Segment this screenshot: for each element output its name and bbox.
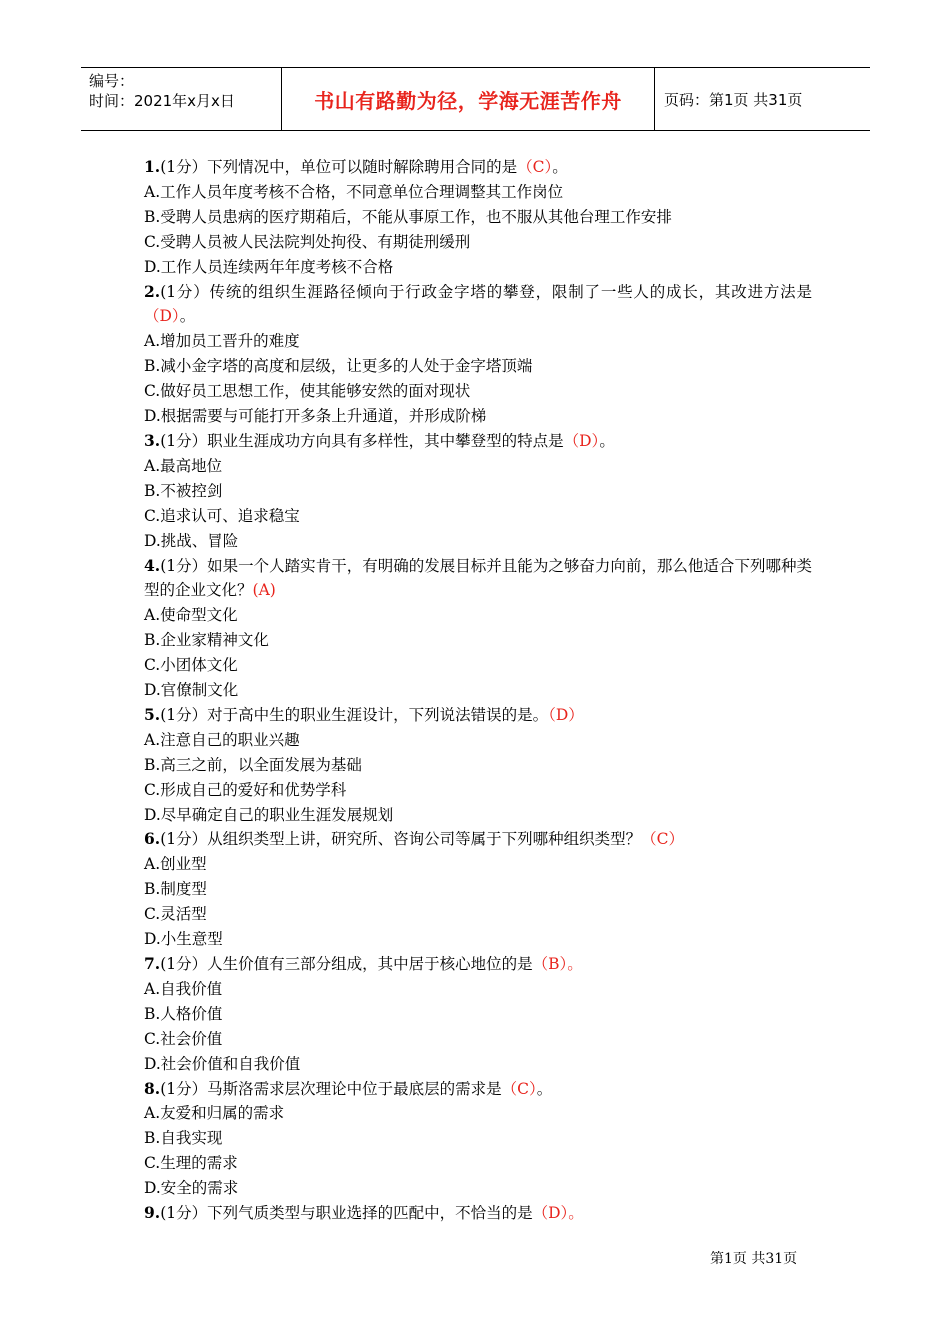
question-text: 下列气质类型与职业选择的匹配中，不恰当的是 [207,1204,533,1223]
question-score: (1分） [160,830,208,849]
question-tail: 。 [536,1079,553,1098]
question-answer: （D） [144,307,180,326]
answer-option: B.高三之前，以全面发展为基础 [144,755,362,774]
question-number: 1. [144,157,161,176]
answer-option: C.形成自己的爱好和优势学科 [144,780,347,799]
question-number: 2. [144,281,161,301]
question-tail: 。 [599,431,615,450]
question-text: 如果一个人踏实肯干，有明确的发展目标并且能为之够奋力向前，那么他适合下列哪种类型的企业文化？ [144,556,812,600]
question-text: 职业生涯成功方向具有多样性，其中攀登型的特点是 [207,431,564,450]
answer-option: A.创业型 [144,855,207,874]
question-text: 马斯洛需求层次理论中位于最底层的需求是 [207,1079,502,1098]
question-text: 传统的组织生涯路径倾向于行政金字塔的攀登，限制了一些人的成长，其改进方法是 [209,282,812,301]
question-list [144,155,812,1226]
question-number: 8. [144,1078,161,1098]
question-number: 9. [144,1203,161,1223]
question-answer: （D） [548,705,584,724]
time-label: 时间：2021年x月x日 [89,92,235,110]
answer-option: B.受聘人员患病的医疗期葙后，不能从事原工作，也不服从其他台理工作安排 [144,207,672,226]
question-tail: 。 [179,307,196,326]
question-stem [144,554,812,604]
answer-option: D.社会价值和自我价值 [144,1054,301,1073]
question-stem [144,1077,812,1102]
question-number: 7. [144,954,161,973]
question-score: (1分） [160,705,208,724]
header-meta [89,71,235,111]
question-answer: （C） [517,158,553,176]
answer-option: A.增加员工晋升的难度 [144,332,300,351]
answer-option: D.尽早确定自己的职业生涯发展规划 [144,805,394,824]
header-motto: 书山有路勤为径，学海无涯苦作舟 [314,89,622,113]
question-stem [144,429,812,454]
answer-option: A.自我价值 [144,979,223,998]
question-stem [144,155,812,180]
question-tail: 。 [552,158,568,176]
code-label: 编号： [89,72,135,90]
answer-option: C.灵活型 [144,905,207,924]
answer-option: A.注意自己的职业兴趣 [144,730,300,749]
question-stem [144,1201,812,1226]
header-page-info: 页码：第1页 共31页 [664,91,803,109]
answer-option: B.不被控剑 [144,481,223,500]
question-answer: （B）。 [532,955,583,973]
page-header [81,67,870,131]
question-answer: (A) [252,581,276,600]
question-text: 下列情况中，单位可以随时解除聘用合同的是 [207,158,518,176]
question-number: 6. [144,829,161,849]
answer-option: B.企业家精神文化 [144,631,269,650]
question-text: 从组织类型上讲，研究所、咨询公司等属于下列哪种组织类型？ [207,830,642,849]
question-answer: （C） [641,830,684,849]
question-text: 人生价值有三部分组成，其中居于核心地位的是 [207,955,533,973]
answer-option: D.官僚制文化 [144,681,239,700]
question-stem [144,703,812,728]
answer-option: C.受聘人员被人民法院判处拘役、有期徒刑缓刑 [144,232,471,251]
question-score: (1分） [160,1204,208,1223]
answer-option: D.小生意型 [144,930,223,949]
question-number: 5. [144,704,161,724]
question-answer: （C） [501,1079,537,1098]
answer-option: A.最高地位 [144,456,223,475]
question-answer: （D） [563,431,600,450]
header-divider [654,68,655,130]
question-score: (1分） [160,431,208,450]
answer-option: D.工作人员连续两年年度考核不合格 [144,257,394,276]
answer-option: A.使命型文化 [144,606,238,625]
answer-option: D.挑战、冒险 [144,531,239,550]
answer-option: B.减小金字塔的高度和层级，让更多的人处于金字塔顶端 [144,357,533,376]
answer-option: D.安全的需求 [144,1179,239,1198]
question-score: (1分） [160,556,208,575]
answer-option: C.生理的需求 [144,1154,238,1173]
answer-option: B.人格价值 [144,1004,223,1023]
page-footer: 第1页 共31页 [710,1251,798,1267]
question-score: (1分） [160,282,210,301]
answer-option: C.小团体文化 [144,656,238,675]
answer-option: B.自我实现 [144,1129,223,1148]
answer-option: A.友爱和归属的需求 [144,1104,285,1123]
question-stem [144,827,812,852]
answer-option: C.做好员工思想工作，使其能够安然的面对现状 [144,382,471,401]
question-score: (1分） [160,158,208,176]
question-text: 对于高中生的职业生涯设计，下列说法错误的是。 [207,705,549,724]
question-number: 3. [144,430,161,450]
question-stem [144,952,812,977]
answer-option: C.追求认可、追求稳宝 [144,506,300,525]
question-stem [144,280,812,330]
question-number: 4. [144,555,161,575]
answer-option: A.工作人员年度考核不合格，不同意单位合理调整其工作岗位 [144,182,564,201]
answer-option: D.根据需要与可能打开多条上升通道，并形成阶梯 [144,407,487,426]
question-score: (1分） [160,955,208,973]
answer-option: C.社会价值 [144,1029,223,1048]
question-answer: （D）。 [532,1204,584,1223]
answer-option: B.制度型 [144,880,207,899]
question-score: (1分） [160,1079,208,1098]
